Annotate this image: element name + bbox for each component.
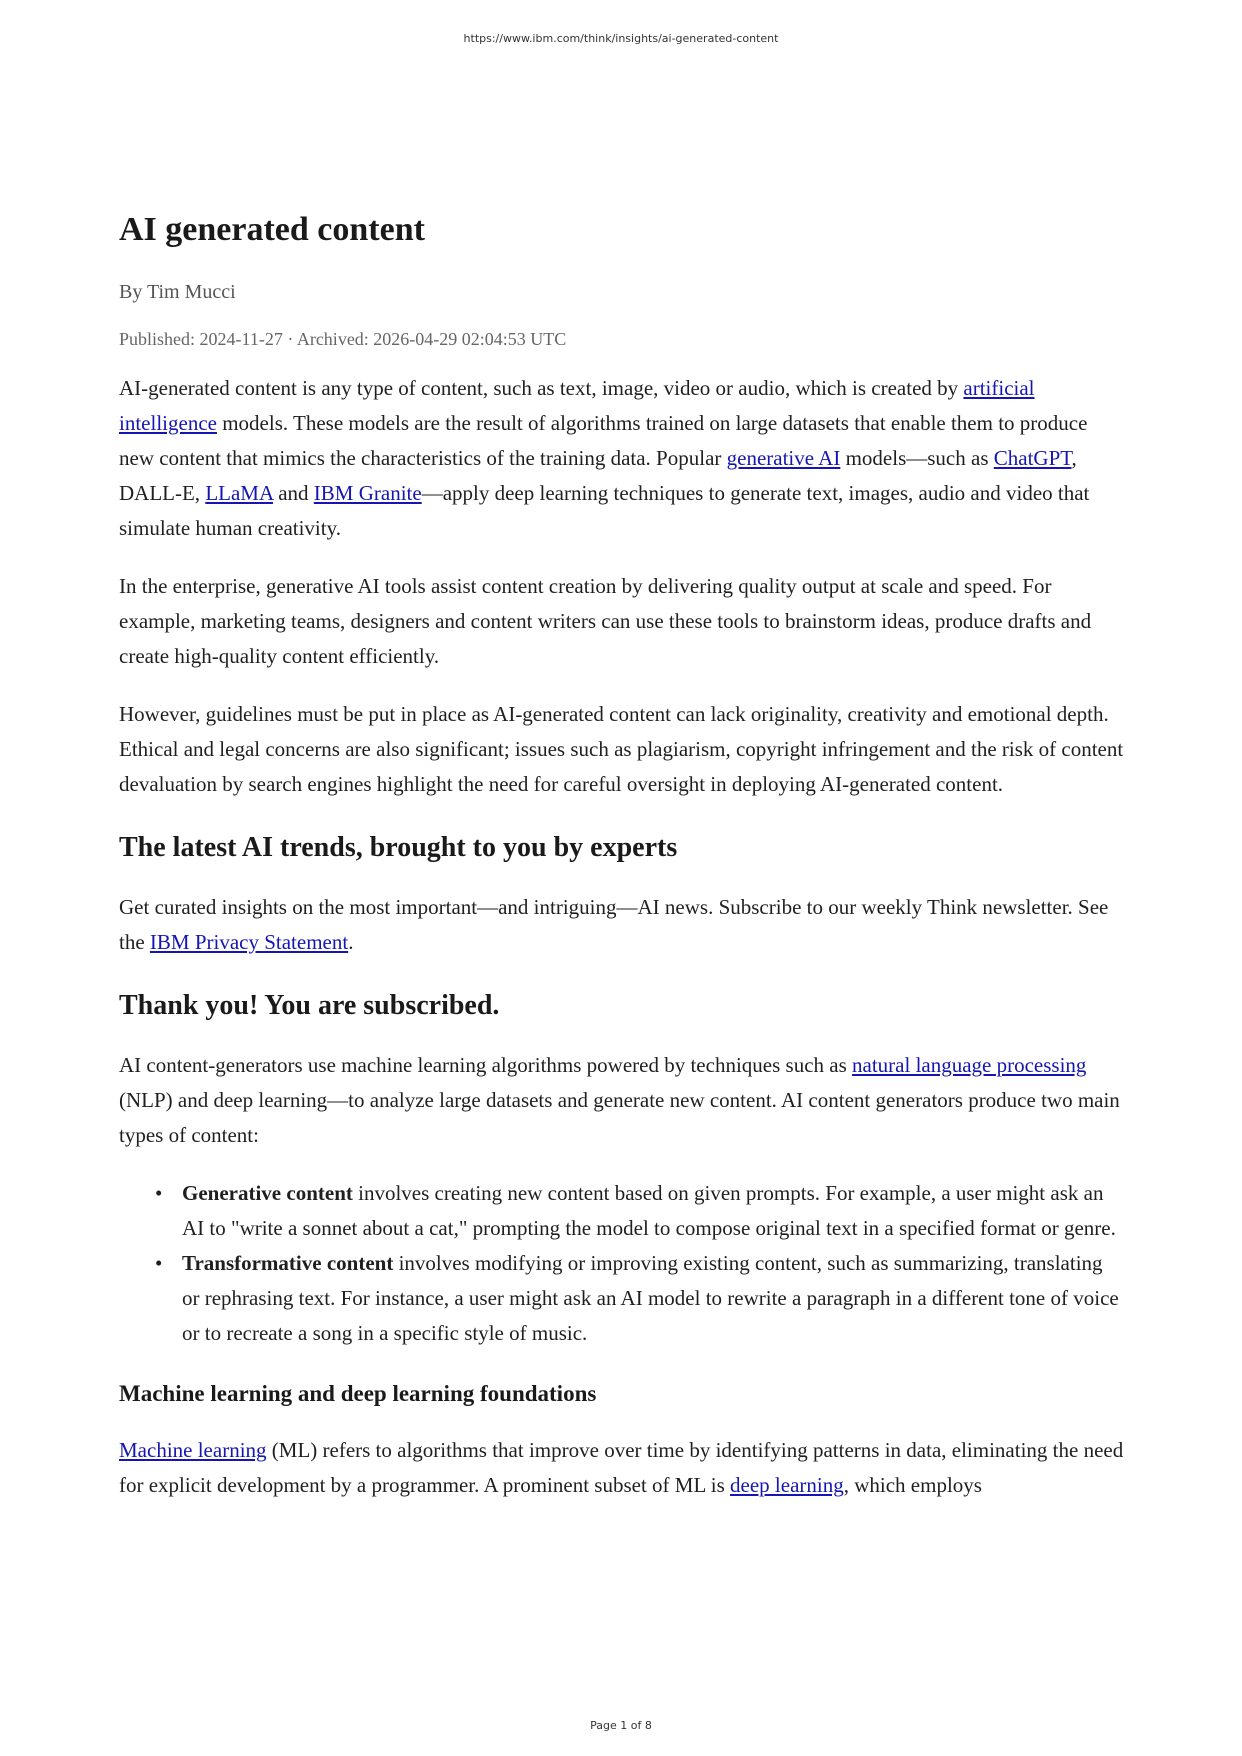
page-url-header: https://www.ibm.com/think/insights/ai-generated-content [463,32,779,45]
intro-paragraph: AI-generated content is any type of content, such as text, image, video or audio, which is created by artificial intelligence models. These models are the result of algorithms trained on large datasets that enable them to produce new content that mimics the characteristics of the training data. Popular generative AI models—such as ChatGPT, DALL-E, LLaMA and IBM Granite—apply deep learning techniques to generate text, images, audio and video that simulate human creativity. [119,376,1090,540]
newsletter-heading: The latest AI trends, brought to you by experts [119,832,678,863]
nlp-link[interactable]: natural language processing [852,1053,1087,1077]
artificial-intelligence-link[interactable]: artificial intelligence [119,376,1035,435]
article-byline: By Tim Mucci [119,281,236,303]
llama-link[interactable]: LLaMA [205,481,273,505]
ml-paragraph: Machine learning (ML) refers to algorithms that improve over time by identifying patterns in data, eliminating the need for explicit development by a programmer. A prominent subset of ML is deep learning, which employs [119,1438,1124,1497]
article-meta: Published: 2024-11-27 · Archived: 2026-04-29 02:04:53 UTC [119,329,567,349]
ml-section-heading: Machine learning and deep learning foundations [119,1381,597,1406]
bullet-icon: • [155,1251,163,1275]
content-types-list [119,1176,1124,1351]
ibm-granite-link[interactable]: IBM Granite [313,481,422,505]
list-item: • Generative content involves creating new content based on given prompts. For example, a user might ask an AI to "write a sonnet about a cat," prompting the model to compose original text in a specified format or genre. [182,1176,1124,1246]
guidelines-paragraph: However, guidelines must be put in place as AI-generated content can lack originality, creativity and emotional depth. Ethical and legal concerns are also significant; issues such as plagiarism, copyright infringement and the risk of content devaluation by search engines highlight the need for careful oversight in deploying AI-generated content. [119,702,1124,796]
enterprise-paragraph: In the enterprise, generative AI tools assist content creation by delivering quality output at scale and speed. For example, marketing teams, designers and content writers can use these tools to brainstorm ideas, produce drafts and create high-quality content efficiently. [119,574,1092,668]
chatgpt-link[interactable]: ChatGPT [993,446,1072,470]
article-title: AI generated content [119,211,425,248]
newsletter-paragraph: Get curated insights on the most important—and intriguing—AI news. Subscribe to our weekly Think newsletter. See the IBM Privacy Statement. [119,895,1109,954]
bullet-icon: • [155,1181,163,1205]
deep-learning-link[interactable]: deep learning [730,1473,844,1497]
machine-learning-link[interactable]: Machine learning [119,1438,267,1462]
generative-ai-link[interactable]: generative AI [726,446,841,470]
privacy-statement-link[interactable]: IBM Privacy Statement [149,930,349,954]
page-number: Page 1 of 8 [590,1719,652,1732]
article [119,210,1124,1526]
subscribed-confirmation: Thank you! You are subscribed. [119,990,500,1021]
generators-paragraph: AI content-generators use machine learning algorithms powered by techniques such as natural language processing (NLP) and deep learning—to analyze large datasets and generate new content. AI content generators produce two main types of content: [119,1053,1120,1147]
list-item: • Transformative content involves modifying or improving existing content, such as summarizing, translating or rephrasing text. For instance, a user might ask an AI model to rewrite a paragraph in a different tone of voice or to recreate a song in a specific style of music. [182,1246,1124,1351]
